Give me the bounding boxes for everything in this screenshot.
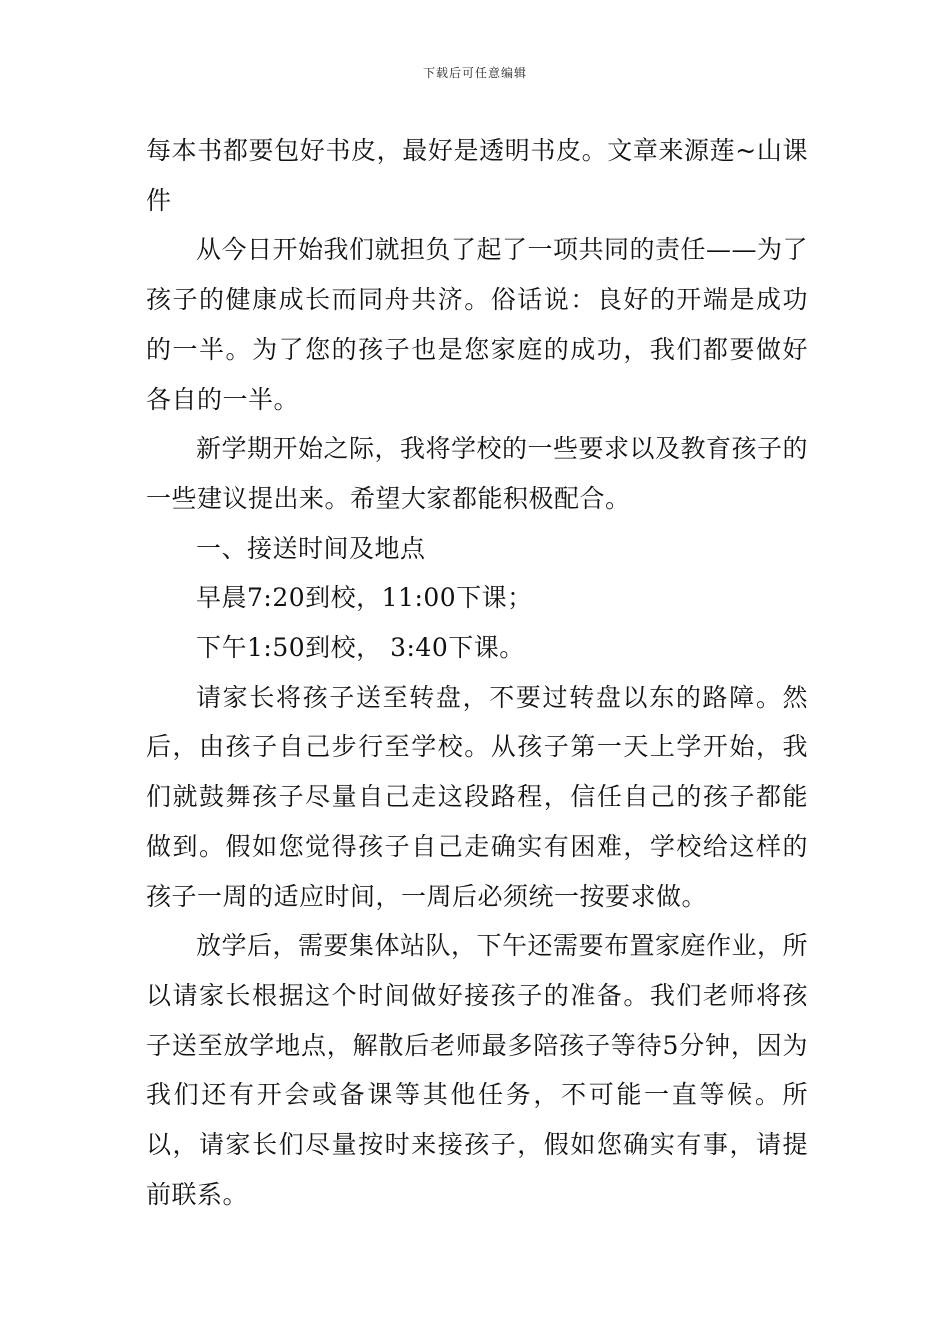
section-heading-pickup: 一、接送时间及地点 [196, 533, 426, 563]
page-header: 下载后可任意编辑 [422, 66, 527, 80]
paragraph-afternoon-schedule: 下午1:50到校， 3:40下课。 [196, 633, 525, 663]
paragraph-shared-responsibility: 从今日开始我们就担负了起了一项共同的责任——为了孩子的健康成长而同舟共济。俗话说：良好的开端是成功的一半。为了您的孩子也是您家庭的成功，我们都要做好各自的一半。 [146, 235, 809, 414]
paragraph-book-cover: 每本书都要包好书皮，最好是透明书皮。文章来源莲~山课件 [146, 136, 808, 215]
paragraph-morning-schedule: 早晨7:20到校，11:00下课； [196, 583, 533, 613]
paragraph-semester-start: 新学期开始之际，我将学校的一些要求以及教育孩子的一些建议提出来。希望大家都能积极配合。 [146, 434, 809, 513]
paragraph-pickup-instructions: 放学后，需要集体站队，下午还需要布置家庭作业，所以请家长根据这个时间做好接孩子的准备。我们老师将孩子送至放学地点，解散后老师最多陪孩子等待5分钟，因为我们还有开会或备课等其他任务，不可能一直等候。所以，请家长们尽量按时来接孩子，假如您确实有事，请提前联系。 [146, 931, 809, 1209]
paragraph-dropoff-instructions: 请家长将孩子送至转盘，不要过转盘以东的路障。然后，由孩子自己步行至学校。从孩子第一天上学开始，我们就鼓舞孩子尽量自己走这段路程，信任自己的孩子都能做到。假如您觉得孩子自己走确实有困难，学校给这样的孩子一周的适应时间，一周后必须统一按要求做。 [146, 682, 808, 911]
document-body [146, 126, 808, 1219]
